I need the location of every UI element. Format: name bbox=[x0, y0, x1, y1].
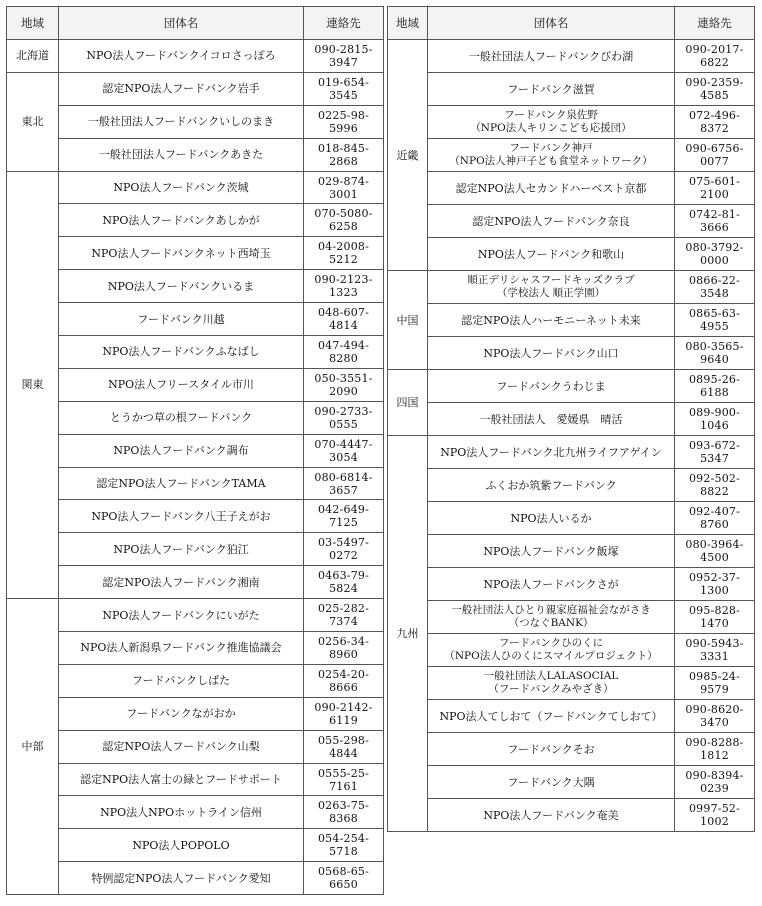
contact-phone-cell: 042-649-7125 bbox=[304, 500, 384, 533]
table-row bbox=[388, 799, 755, 832]
table-row bbox=[7, 138, 384, 171]
contact-header: 連絡先 bbox=[304, 7, 384, 40]
contact-phone-cell: 080-3964-4500 bbox=[675, 535, 755, 568]
contact-phone-cell: 018-845-2868 bbox=[304, 138, 384, 171]
contact-phone-cell: 055-298-4844 bbox=[304, 730, 384, 763]
org-name-cell: フードバンクながおか bbox=[59, 697, 304, 730]
table-row bbox=[388, 667, 755, 700]
table-row bbox=[7, 204, 384, 237]
contact-phone-cell: 0568-65-6650 bbox=[304, 862, 384, 895]
org-name-cell: NPO法人フードバンクネット西埼玉 bbox=[59, 237, 304, 270]
region-cell: 中国 bbox=[388, 271, 428, 370]
org-name-cell: NPO法人フードバンク山口 bbox=[428, 337, 675, 370]
org-name-cell: フードバンク川越 bbox=[59, 303, 304, 336]
org-name: 順正デリシャスフードキッズクラブ bbox=[467, 274, 635, 286]
org-name-cell: NPO法人てしおて（フードバンクてしおて） bbox=[428, 700, 675, 733]
table-row bbox=[7, 533, 384, 566]
table-row bbox=[7, 796, 384, 829]
header-row bbox=[7, 7, 384, 40]
contact-phone-cell: 090-2017-6822 bbox=[675, 40, 755, 73]
org-name-cell: NPO法人フードバンクイコロさっぽろ bbox=[59, 40, 304, 73]
org-name-cell: NPO法人フードバンク八王子えがお bbox=[59, 500, 304, 533]
org-name-cell bbox=[428, 106, 675, 139]
contact-phone-cell: 0895-26-6188 bbox=[675, 370, 755, 403]
org-name-cell: NPO法人フリースタイル市川 bbox=[59, 368, 304, 401]
org-name-cell: 認定NPO法人セカンドハーベスト京都 bbox=[428, 172, 675, 205]
org-name-cell: 一般社団法人 愛媛県 晴活 bbox=[428, 403, 675, 436]
org-name-cell: 認定NPO法人フードバンク山梨 bbox=[59, 730, 304, 763]
contact-phone-cell: 048-607-4814 bbox=[304, 303, 384, 336]
contact-phone-cell: 025-282-7374 bbox=[304, 599, 384, 632]
contact-phone-cell: 0263-75-8368 bbox=[304, 796, 384, 829]
contact-phone-cell: 090-6756-0077 bbox=[675, 139, 755, 172]
org-name-cell: 一般社団法人フードバンクあきた bbox=[59, 138, 304, 171]
org-name-cell: フードバンクしばた bbox=[59, 664, 304, 697]
org-name-cell: ふくおか筑紫フードバンク bbox=[428, 469, 675, 502]
org-name-cell: NPO法人フードバンク和歌山 bbox=[428, 238, 675, 271]
contact-phone-cell: 0866-22-3548 bbox=[675, 271, 755, 304]
table-row bbox=[7, 171, 384, 204]
table-row bbox=[388, 403, 755, 436]
contact-phone-cell: 075-601-2100 bbox=[675, 172, 755, 205]
org-header: 団体名 bbox=[428, 7, 675, 40]
org-name-sub: （NPO法人ひのくにスマイルプロジェクト） bbox=[444, 650, 658, 662]
table-row bbox=[7, 303, 384, 336]
region-cell: 中部 bbox=[7, 599, 59, 895]
org-name-cell bbox=[428, 601, 675, 634]
table-row bbox=[7, 105, 384, 138]
table-row bbox=[7, 40, 384, 73]
contact-header: 連絡先 bbox=[675, 7, 755, 40]
contact-phone-cell: 095-828-1470 bbox=[675, 601, 755, 634]
contact-phone-cell: 072-496-8372 bbox=[675, 106, 755, 139]
region-cell: 四国 bbox=[388, 370, 428, 436]
table-row bbox=[7, 467, 384, 500]
contact-phone-cell: 019-654-3545 bbox=[304, 72, 384, 105]
table-row bbox=[388, 106, 755, 139]
contact-phone-cell: 0865-63-4955 bbox=[675, 304, 755, 337]
contact-phone-cell: 090-2359-4585 bbox=[675, 73, 755, 106]
table-row bbox=[7, 763, 384, 796]
contact-phone-cell: 090-2123-1323 bbox=[304, 270, 384, 303]
table-row bbox=[388, 568, 755, 601]
org-name-sub: （学校法人 順正学園） bbox=[496, 287, 606, 299]
table-row bbox=[388, 469, 755, 502]
table-row bbox=[388, 172, 755, 205]
org-name-cell: NPO法人フードバンク飯塚 bbox=[428, 535, 675, 568]
region-header: 地域 bbox=[388, 7, 428, 40]
contact-phone-cell: 04-2008-5212 bbox=[304, 237, 384, 270]
contact-phone-cell: 03-5497-0272 bbox=[304, 533, 384, 566]
org-name: 一般社団法人LALASOCIAL bbox=[483, 670, 619, 682]
org-name-cell: 認定NPO法人フードバンクTAMA bbox=[59, 467, 304, 500]
table-row bbox=[7, 730, 384, 763]
region-cell: 近畿 bbox=[388, 40, 428, 271]
table-row bbox=[7, 632, 384, 665]
table-row bbox=[388, 766, 755, 799]
org-name-cell: 一般社団法人フードバンクいしのまき bbox=[59, 105, 304, 138]
org-name-cell: NPO法人フードバンクさが bbox=[428, 568, 675, 601]
contact-phone-cell: 0256-34-8960 bbox=[304, 632, 384, 665]
contact-phone-cell: 0555-25-7161 bbox=[304, 763, 384, 796]
org-name-cell: フードバンク滋賀 bbox=[428, 73, 675, 106]
org-name-cell: フードバンクそお bbox=[428, 733, 675, 766]
table-row bbox=[388, 601, 755, 634]
table-row bbox=[388, 700, 755, 733]
org-name-cell: NPO法人フードバンク奄美 bbox=[428, 799, 675, 832]
contact-phone-cell: 092-407-8760 bbox=[675, 502, 755, 535]
contact-phone-cell: 0952-37-1300 bbox=[675, 568, 755, 601]
table-row bbox=[388, 73, 755, 106]
contact-phone-cell: 0997-52-1002 bbox=[675, 799, 755, 832]
region-cell: 関東 bbox=[7, 171, 59, 599]
org-name-cell: とうかつ草の根フードバンク bbox=[59, 401, 304, 434]
org-name-cell bbox=[428, 634, 675, 667]
org-name-cell: NPO法人いるか bbox=[428, 502, 675, 535]
table-row bbox=[7, 336, 384, 369]
table-row bbox=[7, 500, 384, 533]
contact-phone-cell: 090-2142-6119 bbox=[304, 697, 384, 730]
org-name-cell: NPO法人フードバンクいるま bbox=[59, 270, 304, 303]
org-name: フードバンク神戸 bbox=[509, 142, 593, 154]
table-row bbox=[388, 370, 755, 403]
org-name: 一般社団法人ひとり親家庭福祉会ながさき bbox=[451, 604, 651, 616]
org-name-cell: フードバンク大隅 bbox=[428, 766, 675, 799]
table-row bbox=[388, 304, 755, 337]
org-name-cell bbox=[428, 139, 675, 172]
region-cell: 九州 bbox=[388, 436, 428, 832]
org-header: 団体名 bbox=[59, 7, 304, 40]
org-name-cell bbox=[428, 271, 675, 304]
org-name-cell: NPO法人フードバンク茨城 bbox=[59, 171, 304, 204]
contact-phone-cell: 0742-81-3666 bbox=[675, 205, 755, 238]
contact-phone-cell: 080-3565-9640 bbox=[675, 337, 755, 370]
org-name-sub: （NPO法人神戸子ども食堂ネットワーク） bbox=[449, 155, 653, 167]
org-name-cell: 認定NPO法人フードバンク岩手 bbox=[59, 72, 304, 105]
contact-phone-cell: 0254-20-8666 bbox=[304, 664, 384, 697]
contact-phone-cell: 092-502-8822 bbox=[675, 469, 755, 502]
table-row bbox=[7, 697, 384, 730]
region-cell: 東北 bbox=[7, 72, 59, 171]
table-row bbox=[388, 40, 755, 73]
table-row bbox=[7, 270, 384, 303]
table-row bbox=[7, 72, 384, 105]
table-row bbox=[388, 271, 755, 304]
table-row bbox=[388, 436, 755, 469]
contact-phone-cell: 090-8288-1812 bbox=[675, 733, 755, 766]
table-row bbox=[388, 139, 755, 172]
table-row bbox=[7, 368, 384, 401]
table-row bbox=[388, 205, 755, 238]
contact-phone-cell: 0225-98-5996 bbox=[304, 105, 384, 138]
contact-phone-cell: 054-254-5718 bbox=[304, 829, 384, 862]
table-row bbox=[388, 634, 755, 667]
org-name-cell: NPO法人フードバンク狛江 bbox=[59, 533, 304, 566]
org-name-cell: 認定NPO法人ハーモニーネット未来 bbox=[428, 304, 675, 337]
org-name-cell: 認定NPO法人フードバンク湘南 bbox=[59, 566, 304, 599]
contact-phone-cell: 093-672-5347 bbox=[675, 436, 755, 469]
contact-phone-cell: 089-900-1046 bbox=[675, 403, 755, 436]
contact-phone-cell: 070-4447-3054 bbox=[304, 434, 384, 467]
contact-phone-cell: 080-3792-0000 bbox=[675, 238, 755, 271]
org-name-sub: （NPO法人キリンこども応援団） bbox=[470, 122, 632, 134]
region-header: 地域 bbox=[7, 7, 59, 40]
contact-phone-cell: 090-8394-0239 bbox=[675, 766, 755, 799]
table-row bbox=[7, 829, 384, 862]
org-name-cell: NPO法人POPOLO bbox=[59, 829, 304, 862]
region-cell: 北海道 bbox=[7, 40, 59, 73]
table-row bbox=[7, 862, 384, 895]
contact-phone-cell: 080-6814-3657 bbox=[304, 467, 384, 500]
org-name-cell: NPO法人フードバンクにいがた bbox=[59, 599, 304, 632]
table-row bbox=[7, 237, 384, 270]
table-row bbox=[388, 238, 755, 271]
org-name: フードバンク泉佐野 bbox=[504, 109, 598, 121]
org-name-cell: フードバンクうわじま bbox=[428, 370, 675, 403]
org-name-cell: NPO法人フードバンクあしかが bbox=[59, 204, 304, 237]
table-row bbox=[388, 733, 755, 766]
contact-phone-cell: 050-3551-2090 bbox=[304, 368, 384, 401]
contact-phone-cell: 090-2815-3947 bbox=[304, 40, 384, 73]
table-row bbox=[388, 535, 755, 568]
org-name-cell: NPO法人フードバンク北九州ライフアゲイン bbox=[428, 436, 675, 469]
contact-phone-cell: 090-8620-3470 bbox=[675, 700, 755, 733]
org-name-cell: 一般社団法人フードバンクびわ湖 bbox=[428, 40, 675, 73]
org-name-cell: NPO法人フードバンクふなばし bbox=[59, 336, 304, 369]
table-row bbox=[7, 566, 384, 599]
contact-phone-cell: 029-874-3001 bbox=[304, 171, 384, 204]
org-name-cell: 認定NPO法人富士の緑とフードサポート bbox=[59, 763, 304, 796]
contact-phone-cell: 090-2733-0555 bbox=[304, 401, 384, 434]
org-name-cell: NPO法人NPOホットライン信州 bbox=[59, 796, 304, 829]
org-name-sub: （フードバンクみやざき） bbox=[488, 683, 614, 695]
contact-phone-cell: 0463-79-5824 bbox=[304, 566, 384, 599]
right-food-bank-table bbox=[387, 6, 755, 832]
org-name-cell: 特例認定NPO法人フードバンク愛知 bbox=[59, 862, 304, 895]
header-row bbox=[388, 7, 755, 40]
table-row bbox=[388, 502, 755, 535]
contact-phone-cell: 090-5943-3331 bbox=[675, 634, 755, 667]
org-name-cell: NPO法人フードバンク調布 bbox=[59, 434, 304, 467]
org-name-sub: （つなぐBANK） bbox=[508, 617, 594, 629]
left-food-bank-table bbox=[6, 6, 384, 895]
table-row bbox=[7, 599, 384, 632]
contact-phone-cell: 070-5080-6258 bbox=[304, 204, 384, 237]
org-name-cell: 認定NPO法人フードバンク奈良 bbox=[428, 205, 675, 238]
table-row bbox=[388, 337, 755, 370]
table-row bbox=[7, 401, 384, 434]
org-name-cell bbox=[428, 667, 675, 700]
table-row bbox=[7, 664, 384, 697]
org-name: フードバンクひのくに bbox=[498, 637, 604, 649]
org-name-cell: NPO法人新潟県フードバンク推進協議会 bbox=[59, 632, 304, 665]
table-row bbox=[7, 434, 384, 467]
contact-phone-cell: 0985-24-9579 bbox=[675, 667, 755, 700]
contact-phone-cell: 047-494-8280 bbox=[304, 336, 384, 369]
